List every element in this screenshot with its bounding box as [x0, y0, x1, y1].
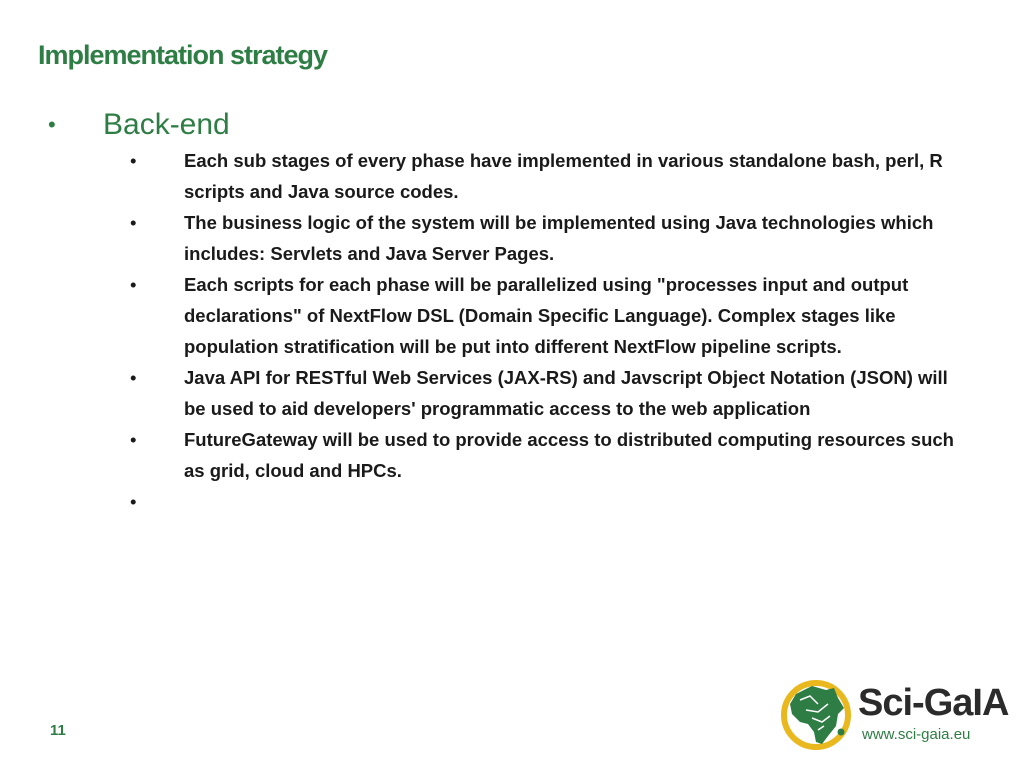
- bullet-marker: •: [130, 367, 137, 388]
- list-item-text: Java API for RESTful Web Services (JAX-RS) and Javscript Object Notation (JSON) will be used to aid developers' programmatic access to the web application: [184, 367, 948, 419]
- list-item-text: The business logic of the system will be implemented using Java technologies which includes: Servlets and Java Server Pages.: [184, 212, 934, 264]
- list-item-text: Each scripts for each phase will be parallelized using "processes input and output declarations" of NextFlow DSL (Domain Specific Language). Complex stages like population stratification will be put into different NextFlow pipeline scripts.: [184, 274, 909, 357]
- list-item: [130, 269, 960, 362]
- brand-url: www.sci-gaia.eu: [862, 726, 971, 743]
- bullet-marker: •: [130, 212, 137, 233]
- list-item: [130, 362, 960, 424]
- sci-gaia-logo: [778, 674, 1008, 754]
- slide-title: Implementation strategy: [38, 40, 328, 70]
- section-heading: Back-end: [103, 108, 230, 141]
- sub-bullet-list: [130, 145, 960, 512]
- list-item: [130, 207, 960, 269]
- brand-name: Sci-GaIA: [858, 682, 1009, 724]
- bullet-marker: •: [130, 429, 137, 450]
- page-number: 11: [50, 722, 66, 739]
- africa-globe-logo-icon: [778, 674, 854, 754]
- list-item: [130, 145, 960, 207]
- bullet-marker: •: [48, 112, 56, 137]
- bullet-marker: •: [130, 150, 137, 171]
- bullet-marker: •: [130, 274, 137, 295]
- list-item-text: Each sub stages of every phase have implemented in various standalone bash, perl, R scripts and Java source codes.: [184, 150, 943, 202]
- list-item-text: FutureGateway will be used to provide access to distributed computing resources such as grid, cloud and HPCs.: [184, 429, 954, 481]
- bullet-marker: •: [130, 491, 137, 512]
- list-item: [130, 424, 960, 486]
